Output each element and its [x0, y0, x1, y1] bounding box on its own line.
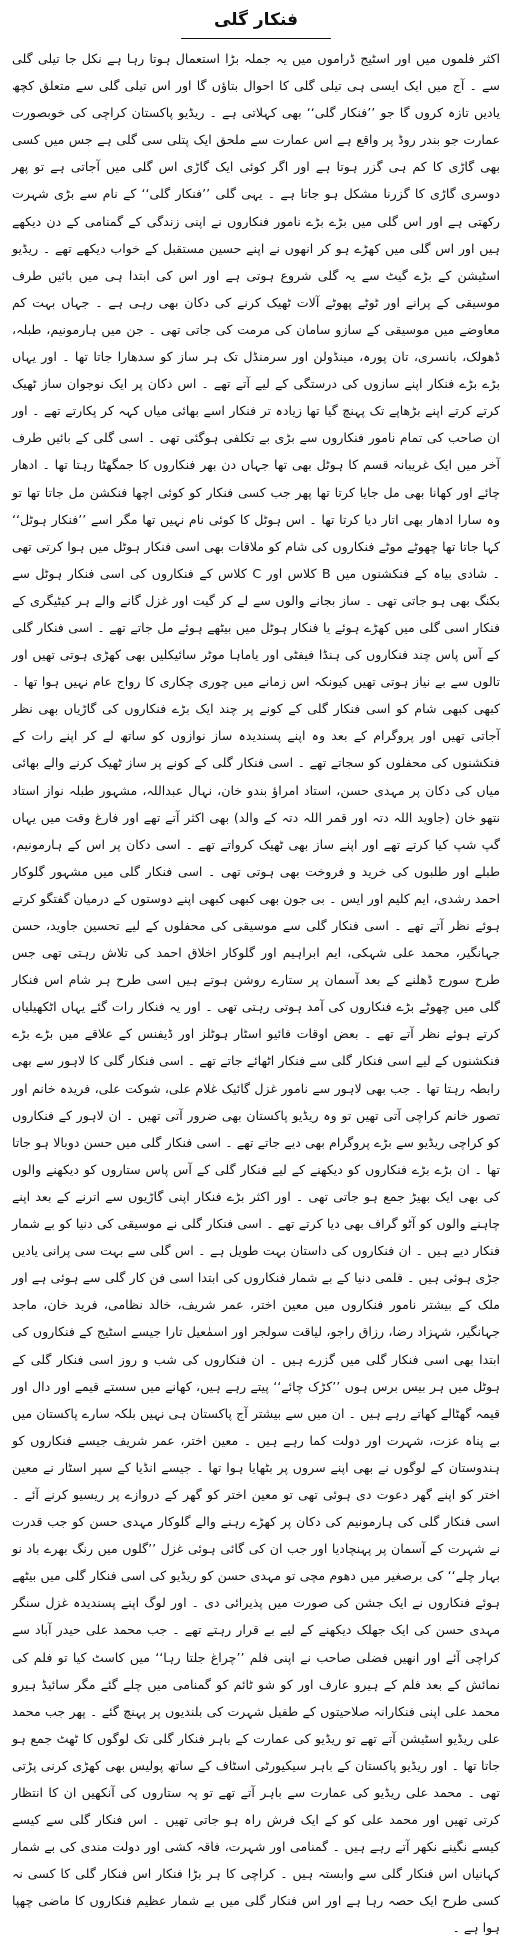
page-title: فنکار گلی — [213, 10, 299, 30]
article-body — [12, 45, 500, 1942]
article-paragraph: اکثر فلموں میں اور اسٹیج ڈراموں میں یہ جملہ بڑا استعمال ہوتا رہا ہے نکل جا تیلی گلی سے ۔ آج میں ایک ایسی ہی تیلی گلی کا احوال بتاؤں گا اور اس تیلی گلی سے متعلق کچھ یادیں تازہ کروں گا جو ’’فنکار گلی‘‘ بھی کہلاتی ہے ۔ ریڈیو پاکستان کراچی کی خوبصورت عمارت جو بندر روڈ پر واقع ہے اس عمارت سے ملحق ایک پتلی سی گلی ہے جس میں کسی بھی گاڑی کا کم ہی گزر ہوتا ہے اور اگر کوئی ایک گاڑی اس گلی میں آجاتی ہے تو پھر دوسری گاڑی کا گزرنا مشکل ہو جاتا ہے ۔ یہی گلی ’’فنکار گلی‘‘ کے نام سے بڑی شہرت رکھتی ہے اور اس گلی میں بڑے بڑے نامور فنکاروں نے اپنی زندگی کے گمنامی کے دن دیکھے ہیں اور اس گلی میں کھڑے ہو کر انھوں نے اپنے حسین مستقبل کے خواب دیکھے تھے ۔ ریڈیو اسٹیشن کے بڑے گیٹ سے یہ گلی شروع ہوتی ہے اور اس کی ابتدا ہی میں بائیں طرف موسیقی کے پرانے اور ٹوٹے پھوٹے آلات ٹھیک کرنے کی دکان بھی رہی ہے ۔ جہاں بہت کم معاوضے میں موسیقی کے سازو سامان کی مرمت کی جاتی تھی ۔ جن میں ہارمونیم، طبلہ، ڈھولک، بانسری، تان پورہ، مینڈولن اور سرمنڈل تک ہر ساز کو سدھارا جاتا تھا ۔ اور یہاں بڑے بڑے فنکار اپنے سازوں کی درستگی کے لیے آتے تھے ۔ اس دکان پر ایک نوجوان ساز ٹھیک کرتے کرتے اپنے بڑھاپے تک پہنچ گیا تھا زیادہ تر فنکار اسے بھائی میاں کہہ کر پکارتے تھے ۔ اور ان صاحب کی تمام نامور فنکاروں سے بڑی بے تکلفی ہوگئی تھی ۔ اسی گلی کے بائیں طرف آخر میں ایک غریبانہ قسم کا ہوٹل بھی تھا جہاں دن بھر فنکاروں کا جمگھٹا رہتا تھا ۔ ادھار چائے اور کھانا بھی مل جایا کرتا تھا پھر جب کسی فنکار کو کوئی اچھا فنکشن مل جاتا تھا تو وہ سارا ادھار بھی اتار دیا کرتا تھا ۔ اس ہوٹل کا کوئی نام نہیں تھا مگر اسے ’’فنکار ہوٹل‘‘ کہا جاتا تھا چھوٹے موٹے فنکاروں کی شام کو ملاقات بھی اسی فنکار ہوٹل میں ہوا کرتی تھی ۔ شادی بیاہ کے فنکشنوں میں B کلاس اور C کلاس کے فنکاروں کی اسی فنکار ہوٹل سے بکنگ بھی ہو جاتی تھی ۔ ساز بجانے والوں سے لے کر گیت اور غزل گانے والے ہر کیٹیگری کے فنکار اسی گلی میں کھڑے ہوئے یا فنکار ہوٹل میں بیٹھے ہوئے مل جاتے تھے ۔ اسی فنکار گلی کے آس پاس چند فنکاروں کی ہنڈا فیفٹی اور یاماہا موٹر سائیکلیں بھی کھڑی ہوتی تھیں اور تالوں سے بے نیاز ہوتی تھیں کیونکہ اس زمانے میں چوری چکاری کا رواج عام نہیں ہوا تھا ۔ کبھی کبھی شام کو اسی فنکار گلی کے کونے پر چند ایک بڑے فنکاروں کی گاڑیاں بھی نظر آجاتی تھیں اور پروگرام کے بعد وہ اپنے پسندیدہ ساز نوازوں کو ساتھ لے کر اپنے رات کے فنکشنوں کی محفلوں کو سجاتے تھے ۔ اسی فنکار گلی کے کونے پر ساز ٹھیک کرنے والے بھائی میاں کی دکان پر مہدی حسن، استاد امراؤ بندو خان، نہال عبداللہ، مشہور طبلہ نواز استاد نتھو خان (جاوید اللہ دتہ اور قمر اللہ دتہ کے والد) بھی اکثر آتے تھے اور فارغ وقت میں یہاں گپ شپ کیا کرتے تھے اور اپنے ساز بھی ٹھیک کرواتے تھے ۔ اسی دکان پر اس کے ہارمونیم، طبلے اور طلبوں کی خرید و فروخت بھی ہوتی تھی ۔ اسی فنکار گلی میں مشہور گلوکار احمد رشدی، ایم کلیم اور ایس ۔ بی جون بھی کبھی کبھی اپنے دوستوں کے درمیان گفتگو کرتے ہوئے نظر آتے تھے ۔ اسی فنکار گلی سے موسیقی کی محفلوں کے لیے تحسین جاوید، حسن جہانگیر، محمد علی شہکی، ایم ابراہیم اور گلوکار اخلاق احمد کی تلاش رہتی تھی جس طرح سورج ڈھلنے کے بعد آسمان پر ستارے روشن ہوتے ہیں اسی طرح ہر شام اس فنکار گلی میں چھوٹے بڑے فنکاروں کی آمد ہوتی رہتی تھی ۔ اور یہ فنکار رات گئے یہاں اٹکھیلیاں کرتے ہوئے نظر آتے تھے ۔ بعض اوقات فائیو اسٹار ہوٹلز اور ڈیفنس کے علاقے میں بڑے بڑے فنکشنوں کے لیے اسی فنکار گلی سے فنکار اٹھائے جاتے تھے ۔ اسی فنکار گلی کا لاہور سے بھی رابطہ رہتا تھا ۔ جب بھی لاہور سے نامور غزل گائیک غلام علی، شوکت علی، فریدہ خانم اور تصور خانم کراچی آتی تھیں تو وہ ریڈیو پاکستان بھی ضرور آتی تھیں ۔ ان لاہور کے فنکاروں کو کراچی ریڈیو سے بڑے پروگرام بھی دیے جاتے تھے ۔ اسی فنکار گلی میں حسن دوبالا ہو جاتا تھا ۔ ان بڑے بڑے فنکاروں کو دیکھنے کے لیے فنکار گلی کے آس پاس ستاروں کو دیکھنے والوں کی بھی ایک بھیڑ جمع ہو جاتی تھی ۔ اور اکثر بڑے فنکار اپنی گاڑیوں سے اترنے کے بعد اپنے چاہنے والوں کو آٹو گراف بھی دیا کرتے تھے ۔ اسی فنکار گلی نے موسیقی کی دنیا کو بے شمار فنکار دیے ہیں ۔ ان فنکاروں کی داستان بہت طویل ہے ۔ اس گلی سے بہت سی پرانی یادیں جڑی ہوئی ہیں ۔ فلمی دنیا کے بے شمار فنکاروں کی ابتدا اسی فن کار گلی سے ہوئی ہے اور ملک کے بیشتر نامور فنکاروں میں معین اختر، عمر شریف، خالد نظامی، فرید خان، ماجد جہانگیر، شہزاد رضا، رزاق راجو، لیاقت سولجر اور اسمٰعیل تارا جیسے اسٹیج کے فنکاروں کی ابتدا بھی اسی فنکار گلی میں گزرے ہیں ۔ ان فنکاروں کی شب و روز اسی فنکار گلی کے ہوٹل میں ہر بیس برس ہوں ’’کڑک چائے‘‘ پیتے رہے ہیں، کھانے میں سستے قیمے اور دال اور قیمہ گھٹالے کھاتے رہے ہیں ۔ ان میں سے بیشتر آج پاکستان ہی نہیں بلکہ سارے پاکستان میں بے پناہ عزت، شہرت اور دولت کما رہے ہیں ۔ معین اختر، عمر شریف جیسے فنکاروں کو ہندوستان کے لوگوں نے بھی اپنے سروں پر بٹھایا ہوا تھا ۔ جیسے انڈیا کے سپر اسٹار نے معین اختر کو اپنے گھر دعوت دی ہوئی تھی تو معین اختر کو گھر کے دروازے پر ریسیو کرنے آئے ۔ اسی فنکار گلی کی ہارمونیم کی دکان پر کھڑے رہنے والے گلوکار مہدی حسن کو جب قدرت نے شہرت کے آسمان پر پہنچادیا اور جب ان کی گائی ہوئی غزل ’’گلوں میں رنگ بھرے باد نو بہار چلے‘‘ کی برصغیر میں دھوم مچی تو مہدی حسن کو ریڈیو کی اسی فنکار گلی میں بیٹھے ہوئے فنکاروں نے ایک جشن کی صورت میں پذیرائی دی ۔ اور لوگ اپنے پسندیدہ غزل سنگر مہدی حسن کی ایک جھلک دیکھنے کے لیے بے قرار رہتے تھے ۔ جب محمد علی حیدر آباد سے کراچی آئے اور انھیں فضلی صاحب نے اپنی فلم ’’چراغ جلتا رہا‘‘ میں کاسٹ کیا تو فلم کی نمائش کے بعد فلم کے ہیرو عارف اور کو شو ٹائم کو گمنامی میں چلے گئے مگر سائیڈ ہیرو محمد علی اپنی فنکارانہ صلاحیتوں کے طفیل شہرت کی بلندیوں پر پہنچ گئے ۔ پھر جب محمد علی ریڈیو اسٹیشن آتے تھے تو ریڈیو کی عمارت کے باہر فنکار گلی تک لوگوں کا ٹھٹ جمع ہو جاتا تھا ۔ اور ریڈیو پاکستان کے باہر سیکیورٹی اسٹاف کے ساتھ پولیس بھی کھڑی کرنی پڑتی تھی ۔ محمد علی ریڈیو کی عمارت سے باہر آتے تھے تو پہ ستاروں کی آنکھیں ان کا انتظار کرتی تھیں اور محمد علی کو کے ایک فرش راہ ہو جاتی تھیں ۔ اس فنکار گلی سے کیسے کیسے نگینے نکھر آتے رہے ہیں ۔ گمنامی اور شہرت، فاقہ کشی اور دولت مندی کی بے شمار کہانیاں اس فنکار گلی سے وابستہ ہیں ۔ کراچی کا ہر بڑا فنکار اس فنکار گلی کا کسی نہ کسی طرح ایک حصہ رہا ہے اور اس فنکار گلی میں بے شمار عظیم فنکاروں کا ماضی چھپا ہوا ہے ۔ — [12, 51, 500, 1936]
headline-block — [12, 8, 500, 39]
headline-underline — [181, 38, 331, 39]
